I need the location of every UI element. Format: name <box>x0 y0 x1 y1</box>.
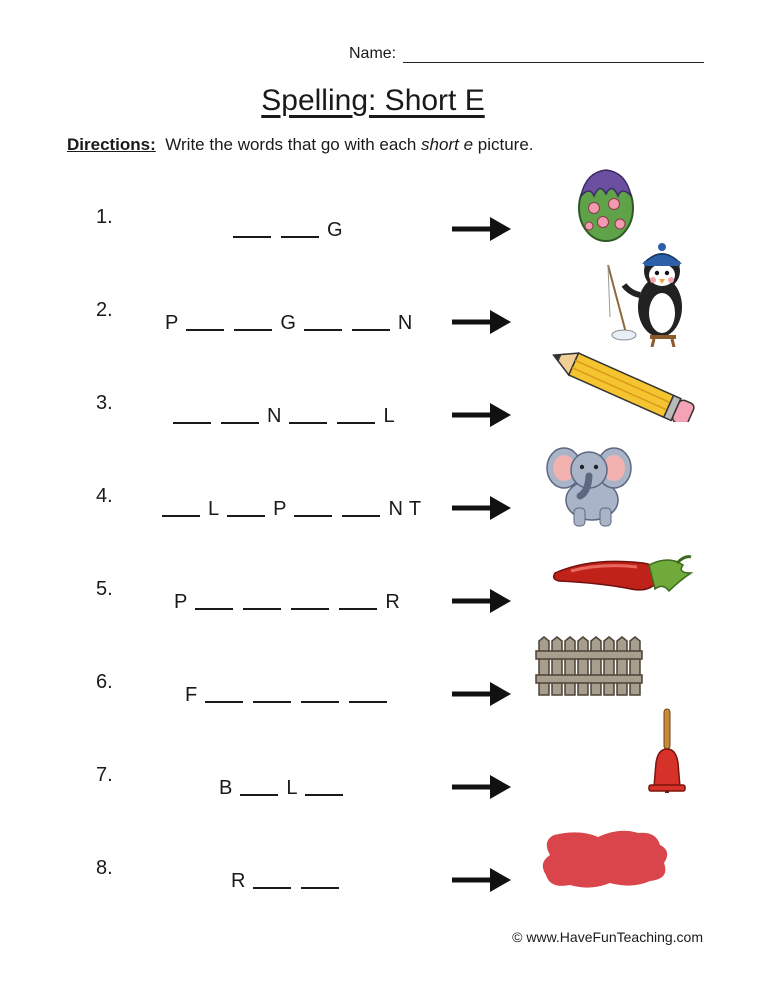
letter-blank[interactable] <box>233 236 271 238</box>
list-item <box>0 464 772 557</box>
arrow-right-icon <box>450 309 512 335</box>
item-number: 8. <box>96 857 113 879</box>
given-letter: G <box>327 219 343 241</box>
given-letter: R <box>231 870 246 892</box>
arrow-right-icon <box>450 495 512 521</box>
letter-blank[interactable] <box>289 422 327 424</box>
letter-blank[interactable] <box>234 329 272 331</box>
given-letter: P <box>165 312 179 334</box>
word-puzzle <box>171 402 395 428</box>
given-letter: T <box>408 498 422 520</box>
letter-blank[interactable] <box>281 236 319 238</box>
egg-icon <box>572 164 640 244</box>
letter-blank[interactable] <box>227 515 265 517</box>
letter-blank[interactable] <box>342 515 380 517</box>
bell-icon <box>646 707 690 793</box>
letter-blank[interactable] <box>294 515 332 517</box>
page-title: Spelling: Short E <box>261 84 485 117</box>
red-puddle-icon <box>540 827 674 893</box>
letter-blank[interactable] <box>240 794 278 796</box>
given-letter: L <box>286 777 298 799</box>
name-label: Name: <box>349 45 397 62</box>
word-puzzle <box>160 495 421 521</box>
given-letter: P <box>273 498 287 520</box>
item-number: 1. <box>96 206 113 228</box>
list-item <box>0 743 772 836</box>
given-letter: R <box>385 591 400 613</box>
item-number: 3. <box>96 392 113 414</box>
letter-blank[interactable] <box>195 608 233 610</box>
letter-blank[interactable] <box>291 608 329 610</box>
letter-blank[interactable] <box>253 887 291 889</box>
elephant-icon <box>544 440 634 528</box>
directions-text-before: Write the words that go with each <box>165 135 417 154</box>
directions-label: Directions <box>67 135 151 154</box>
word-puzzle <box>231 216 343 242</box>
name-input-line[interactable] <box>403 62 704 63</box>
arrow-right-icon <box>450 402 512 428</box>
item-number: 2. <box>96 299 113 321</box>
item-number: 7. <box>96 764 113 786</box>
given-letter: N <box>388 498 403 520</box>
letter-blank[interactable] <box>173 422 211 424</box>
arrow-right-icon <box>450 681 512 707</box>
given-letter: F <box>185 684 198 706</box>
list-item <box>0 557 772 650</box>
list-item <box>0 836 772 929</box>
given-letter: L <box>208 498 220 520</box>
letter-blank[interactable] <box>301 887 339 889</box>
letter-blank[interactable] <box>337 422 375 424</box>
given-letter: G <box>280 312 296 334</box>
letter-blank[interactable] <box>339 608 377 610</box>
letter-blank[interactable] <box>243 608 281 610</box>
list-item <box>0 371 772 464</box>
letter-blank[interactable] <box>305 794 343 796</box>
item-number: 5. <box>96 578 113 600</box>
given-letter: P <box>174 591 188 613</box>
word-puzzle <box>219 774 345 800</box>
pencil-icon <box>543 350 703 422</box>
letter-blank[interactable] <box>304 329 342 331</box>
pepper-icon <box>551 551 695 607</box>
directions-text-after: picture. <box>477 135 534 154</box>
fence-icon <box>535 635 643 697</box>
arrow-right-icon <box>450 216 512 242</box>
letter-blank[interactable] <box>162 515 200 517</box>
given-letter: B <box>219 777 233 799</box>
arrow-right-icon <box>450 774 512 800</box>
arrow-right-icon <box>450 588 512 614</box>
given-letter: N <box>267 405 282 427</box>
directions-emphasis: short e <box>421 135 474 154</box>
directions <box>67 134 534 156</box>
letter-blank[interactable] <box>186 329 224 331</box>
letter-blank[interactable] <box>301 701 339 703</box>
letter-blank[interactable] <box>205 701 243 703</box>
word-puzzle <box>231 867 341 893</box>
item-number: 4. <box>96 485 113 507</box>
given-letter: L <box>383 405 395 427</box>
word-puzzle <box>165 309 412 335</box>
penguin-icon <box>604 235 700 347</box>
copyright-footer: © www.HaveFunTeaching.com <box>512 929 703 945</box>
word-puzzle <box>185 681 389 707</box>
item-number: 6. <box>96 671 113 693</box>
word-puzzle <box>174 588 400 614</box>
letter-blank[interactable] <box>253 701 291 703</box>
letter-blank[interactable] <box>221 422 259 424</box>
letter-blank[interactable] <box>349 701 387 703</box>
arrow-right-icon <box>450 867 512 893</box>
given-letter: N <box>397 312 413 334</box>
directions-colon: : <box>150 135 156 154</box>
letter-blank[interactable] <box>352 329 390 331</box>
